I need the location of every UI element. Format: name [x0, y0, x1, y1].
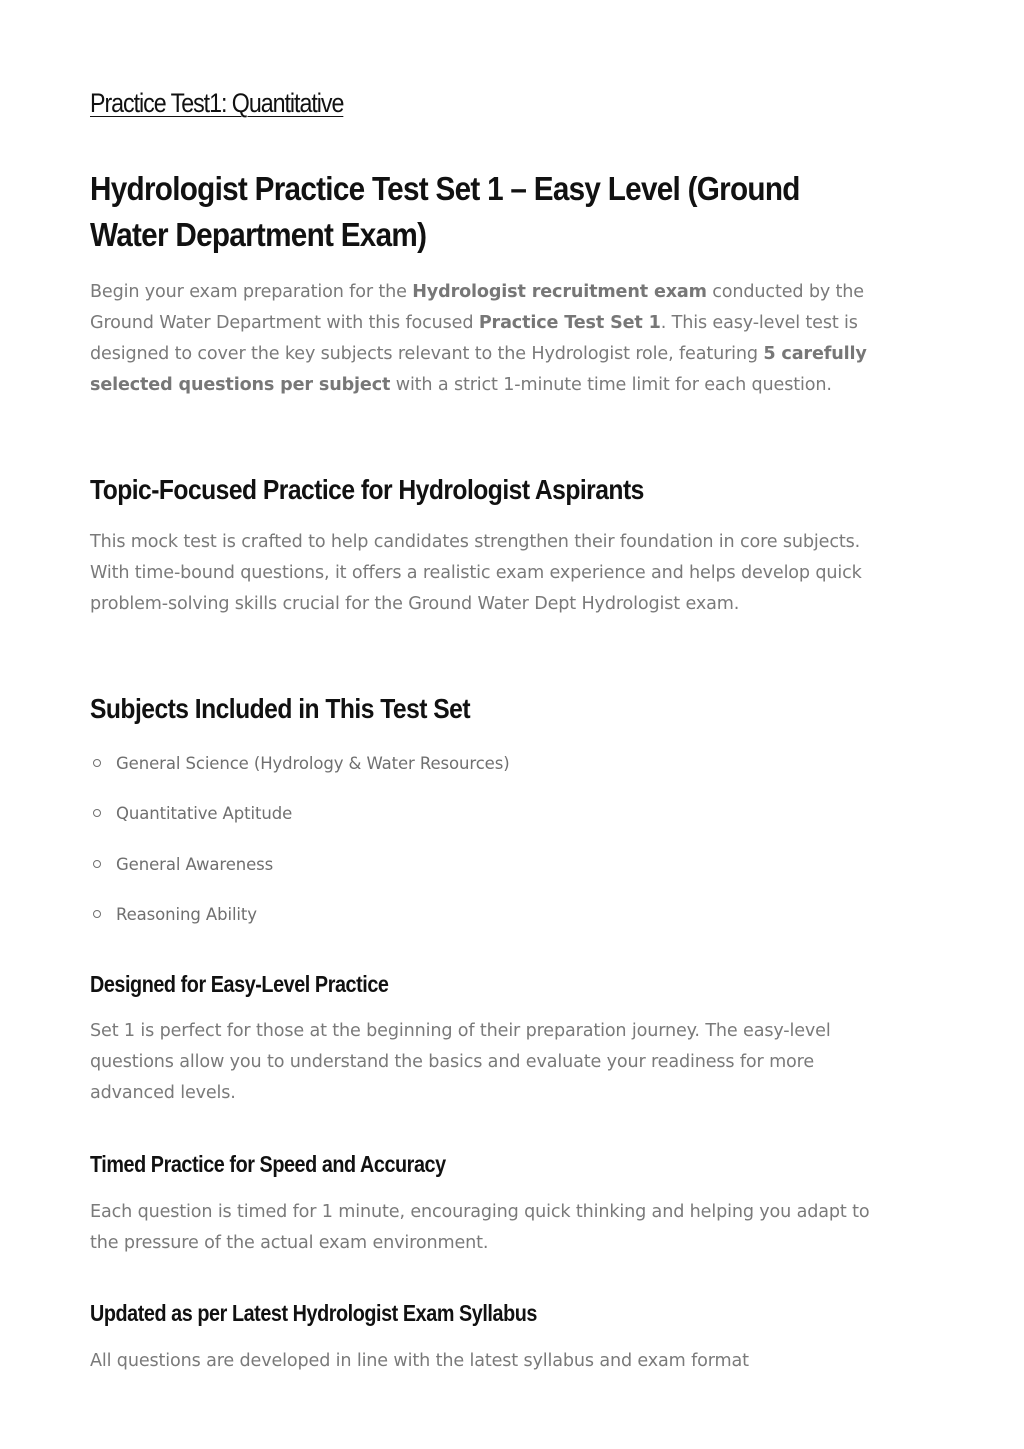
intro-bold-exam: Hydrologist recruitment exam: [412, 282, 707, 302]
syllabus-paragraph: All questions are developed in line with the latest syllabus and exam format: [90, 1351, 749, 1371]
subject-label: General Awareness: [116, 854, 274, 874]
circle-bullet-icon: [93, 860, 101, 868]
intro-bold-questions: 5 carefully selected questions per subject: [90, 344, 867, 395]
subject-item: [90, 848, 510, 898]
intro-text-3: . This easy-level test is designed to cover the key subjects relevant to the Hydrologist role, featuring: [90, 313, 858, 364]
circle-bullet-icon: [93, 809, 101, 817]
easy-heading: Designed for Easy-Level Practice: [90, 971, 389, 997]
circle-bullet-icon: [93, 910, 101, 918]
subject-label: General Science (Hydrology & Water Resources): [116, 754, 510, 773]
subject-label: Quantitative Aptitude: [116, 804, 293, 824]
subject-item: [90, 747, 510, 797]
subject-item: [90, 898, 510, 948]
intro-bold-set: Practice Test Set 1: [478, 313, 661, 333]
subject-item: [90, 797, 510, 847]
topic-heading: Topic-Focused Practice for Hydrologist Aspirants: [90, 474, 644, 505]
intro-paragraph: [90, 277, 875, 401]
page-title: Hydrologist Practice Test Set 1 – Easy Level (Ground Water Department Exam): [90, 170, 800, 253]
syllabus-heading: Updated as per Latest Hydrologist Exam Syllabus: [90, 1300, 537, 1326]
subject-list: [90, 747, 510, 948]
intro-text-4: with a strict 1-minute time limit for each question.: [390, 375, 832, 395]
intro-text-1: Begin your exam preparation for the: [90, 282, 413, 302]
subjects-heading: Subjects Included in This Test Set: [90, 693, 471, 724]
timed-heading: Timed Practice for Speed and Accuracy: [90, 1151, 446, 1177]
circle-bullet-icon: [93, 759, 101, 767]
subject-label: Reasoning Ability: [116, 904, 257, 924]
topic-paragraph: This mock test is crafted to help candidates strengthen their foundation in core subjects. With time-bound questions, it offers a realistic exam experience and helps develop quick problem-solving skills crucial for the Ground Water Dept Hydrologist exam.: [90, 532, 862, 614]
category-link[interactable]: Practice Test1: Quantitative: [90, 88, 344, 118]
easy-paragraph: Set 1 is perfect for those at the beginning of their preparation journey. The easy-level questions allow you to understand the basics and evaluate your readiness for more advanced levels.: [90, 1021, 831, 1103]
intro-text-2: conducted by the Ground Water Department with this focused: [90, 282, 864, 333]
timed-paragraph: Each question is timed for 1 minute, encouraging quick thinking and helping you adapt to the pressure of the actual exam environment.: [90, 1202, 870, 1253]
